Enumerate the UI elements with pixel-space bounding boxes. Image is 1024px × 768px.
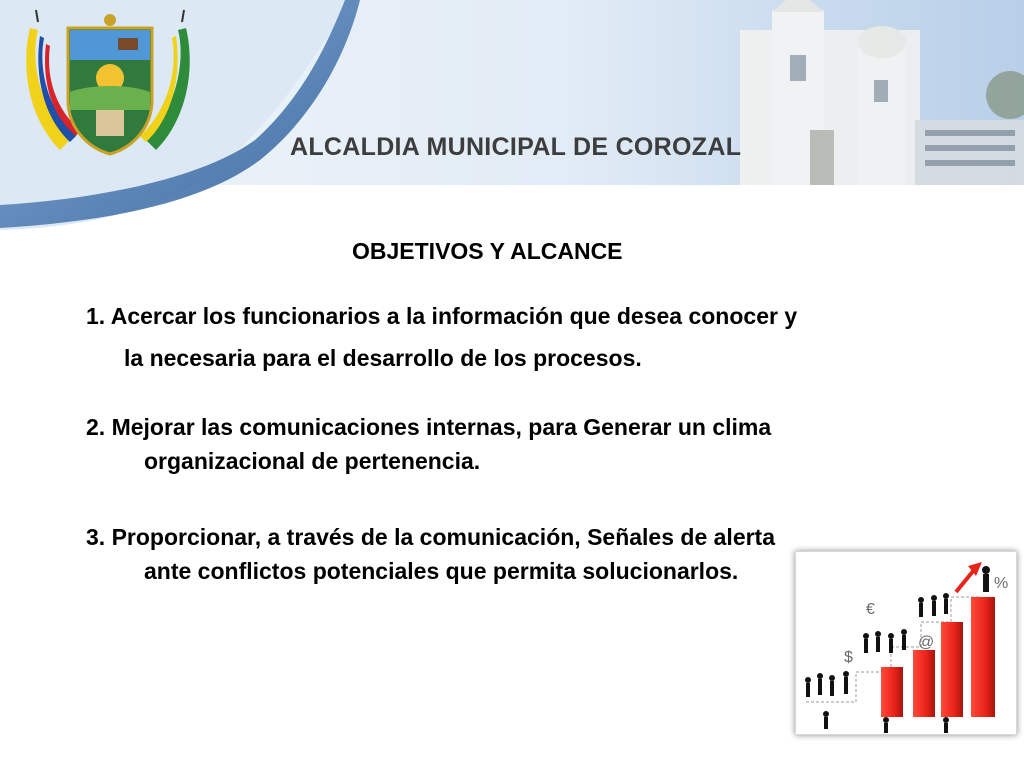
- objective-1: [86, 295, 797, 379]
- objective-1-line-2: la necesaria para el desarrollo de los procesos.: [124, 345, 642, 371]
- growth-chart-image: [796, 552, 1016, 734]
- bar-2: [913, 650, 935, 717]
- euro-symbol: €: [866, 601, 875, 618]
- section-title: OBJETIVOS Y ALCANCE: [352, 238, 623, 264]
- bar-4: [971, 597, 995, 717]
- banner-title: ALCALDIA MUNICIPAL DE COROZAL: [290, 133, 742, 161]
- objective-3-line-2: ante conflictos potenciales que permita solucionarlos.: [144, 558, 739, 584]
- objective-2-line-1: 2. Mejorar las comunicaciones internas, para Generar un clima: [86, 414, 772, 440]
- bar-3: [941, 622, 963, 717]
- dollar-symbol: $: [844, 649, 853, 666]
- bar-1: [881, 667, 903, 717]
- objective-2: [86, 410, 771, 478]
- percent-symbol: %: [994, 575, 1009, 592]
- objective-3-line-1: 3. Proporcionar, a través de la comunicación, Señales de alerta: [86, 524, 776, 550]
- at-symbol: @: [918, 634, 935, 651]
- objective-1-line-1: 1. Acercar los funcionarios a la información que desea conocer y: [86, 303, 798, 329]
- growth-illustration: [795, 551, 1017, 735]
- objective-3: [86, 520, 775, 588]
- objective-2-line-2: organizacional de pertenencia.: [144, 448, 481, 474]
